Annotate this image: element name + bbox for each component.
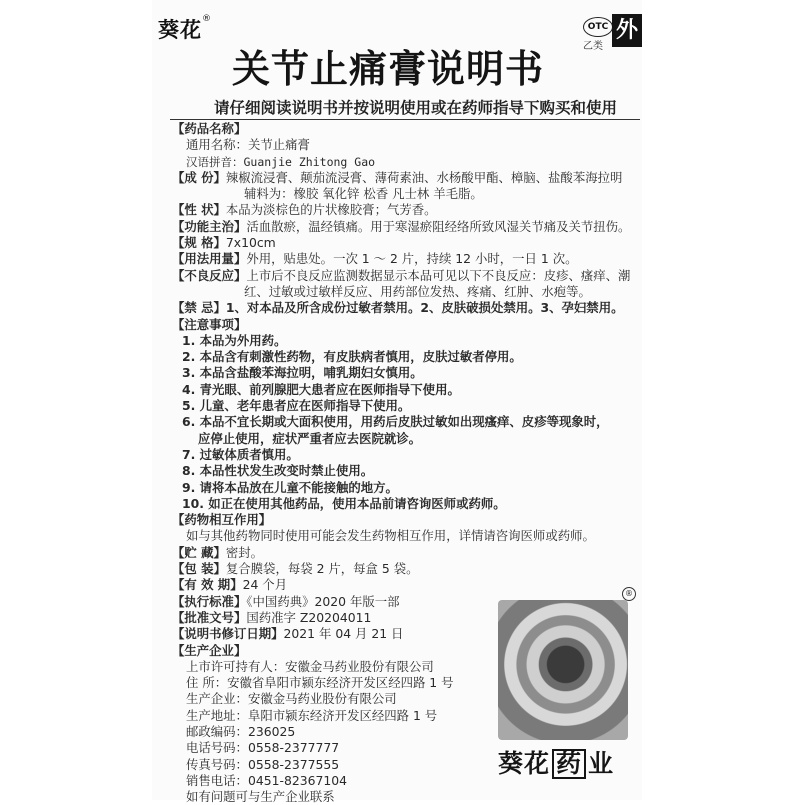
- external-use-badge: 外: [612, 14, 642, 47]
- page-title: 关节止痛膏说明书: [232, 47, 545, 91]
- revision-value: 2021 年 04 月 21 日: [283, 626, 404, 642]
- manufacturer-line: 上市许可持有人：安徽金马药业股份有限公司: [186, 658, 434, 674]
- manufacturer-line: 销售电话：0451-82367104: [186, 772, 348, 788]
- ingredients-label: 【成 份】: [172, 169, 226, 185]
- indications-label: 【功能主治】: [172, 218, 247, 234]
- precaution-item: 9. 请将本品放在儿童不能接触的地方。: [182, 479, 398, 495]
- adverse-row: [172, 268, 642, 284]
- manufacturer-line: 邮政编码：236025: [186, 723, 296, 739]
- sunflower-image: [498, 600, 628, 740]
- otc-badge: OTC: [583, 17, 613, 37]
- storage-row: [172, 545, 642, 561]
- brand-logo: [158, 14, 212, 44]
- brand-wordmark: [498, 744, 614, 780]
- manufacturer-heading: 【生产企业】: [172, 642, 247, 658]
- manufacturer-line: 住 所：安徽省阜阳市颍东经济开发区经四路 1 号: [186, 675, 454, 691]
- precaution-item: 10. 如正在使用其他药品，使用本品前请咨询医师或药师。: [182, 495, 506, 511]
- revision-label: 【说明书修订日期】: [172, 626, 284, 642]
- drug-name-heading: 【药品名称】: [172, 121, 247, 136]
- precaution-item: 2. 本品含有刺激性药物，有皮肤病者慎用，皮肤过敏者停用。: [182, 349, 522, 365]
- package-label: 【包 装】: [172, 561, 226, 577]
- dosage-value: 外用，贴患处。一次 1 ～ 2 片，持续 12 小时，一日 1 次。: [246, 251, 578, 267]
- usage-notice: 请仔细阅读说明书并按说明使用或在药师指导下购买和使用: [214, 99, 618, 117]
- brand-right: 业: [588, 749, 615, 778]
- adverse-line-2: 红、过敏或过敏样反应、用药部位发热、疼痛、红肿、水疱等。: [244, 283, 591, 299]
- precaution-item-continued: 应停止使用，症状严重者应去医院就诊。: [198, 430, 422, 446]
- storage-label: 【贮 藏】: [172, 544, 226, 560]
- ingredients-row: [172, 170, 642, 186]
- indications-value: 活血散瘀，温经镇痛。用于寒湿瘀阻经络所致风湿关节痛及关节扭伤。: [246, 218, 631, 234]
- storage-value: 密封。: [225, 544, 264, 560]
- logo-text: 葵花: [158, 18, 202, 42]
- ingredients-value: 辣椒流浸膏、颠茄流浸膏、薄荷素油、水杨酸甲酯、樟脑、盐酸苯海拉明: [225, 169, 623, 185]
- registered-mark: ®: [202, 14, 212, 24]
- contraindications-row: [172, 300, 642, 316]
- validity-row: [172, 577, 642, 593]
- dosage-label: 【用法用量】: [172, 251, 247, 267]
- package-value: 复合膜袋，每袋 2 片，每盒 5 袋。: [225, 561, 419, 577]
- appearance-value: 本品为淡棕色的片状橡胶膏；气芳香。: [225, 202, 437, 218]
- package-row: [172, 561, 642, 577]
- specification-value: 7x10cm: [225, 235, 276, 251]
- precautions-heading: 【注意事项】: [172, 316, 247, 332]
- dosage-row: [172, 251, 642, 267]
- header-divider: [170, 119, 640, 120]
- approval-label: 【批准文号】: [172, 609, 247, 625]
- precaution-item: 7. 过敏体质者慎用。: [182, 446, 299, 462]
- indications-row: [172, 219, 642, 235]
- common-name: 通用名称：关节止痛膏: [186, 137, 310, 153]
- contraindications-label: 【禁 忌】: [172, 300, 226, 316]
- manufacturer-line: 如有问题可与生产企业联系: [186, 789, 335, 805]
- precaution-item: 4. 青光眼、前列腺肥大患者应在医师指导下使用。: [182, 381, 460, 397]
- manufacturer-line: 电话号码：0558-2377777: [186, 740, 340, 756]
- otc-class-label: 乙类: [583, 41, 603, 52]
- validity-value: 24 个月: [242, 577, 288, 593]
- precaution-item: 3. 本品含盐酸苯海拉明，哺乳期妇女慎用。: [182, 365, 423, 381]
- manufacturer-line: 生产企业：安徽金马药业股份有限公司: [186, 691, 397, 707]
- precaution-item: 5. 儿童、老年患者应在医师指导下使用。: [182, 398, 411, 414]
- appearance-label: 【性 状】: [172, 202, 226, 218]
- interactions-value: 如与其他药物同时使用可能会发生药物相互作用，详情请咨询医师或药师。: [186, 528, 595, 544]
- adverse-value: 上市后不良反应监测数据显示本品可见以下不良反应：皮疹、瘙痒、潮: [246, 267, 631, 283]
- specification-label: 【规 格】: [172, 235, 226, 251]
- precaution-item: 6. 本品不宜长期或大面积使用，用药后皮肤过敏如出现瘙痒、皮疹等现象时，: [182, 414, 609, 430]
- standard-label: 【执行标准】: [172, 593, 247, 609]
- precaution-item: 1. 本品为外用药。: [182, 332, 287, 348]
- manufacturer-line: 传真号码：0558-2377555: [186, 756, 340, 772]
- standard-value: 《中国药典》2020 年版一部: [246, 593, 400, 609]
- manufacturer-line: 生产地址：阜阳市颍东经济开发区经四路 1 号: [186, 707, 438, 723]
- pinyin-name: 汉语拼音：Guanjie Zhitong Gao: [186, 154, 376, 169]
- specification-row: [172, 235, 642, 251]
- contraindications-value: 1、对本品及所含成份过敏者禁用。2、皮肤破损处禁用。3、孕妇禁用。: [225, 300, 624, 316]
- interactions-heading: 【药物相互作用】: [172, 512, 272, 528]
- brand-left: 葵花: [498, 749, 551, 778]
- registered-trademark-icon: ®: [622, 587, 636, 601]
- excipients-line: 辅料为：橡胶 氧化锌 松香 凡士林 羊毛脂。: [244, 186, 483, 202]
- validity-label: 【有 效 期】: [172, 577, 243, 593]
- precaution-item: 8. 本品性状发生改变时禁止使用。: [182, 463, 374, 479]
- brand-mid: 药: [552, 749, 586, 779]
- appearance-row: [172, 202, 642, 218]
- approval-value: 国药准字 Z20204011: [246, 609, 372, 625]
- adverse-label: 【不良反应】: [172, 267, 247, 283]
